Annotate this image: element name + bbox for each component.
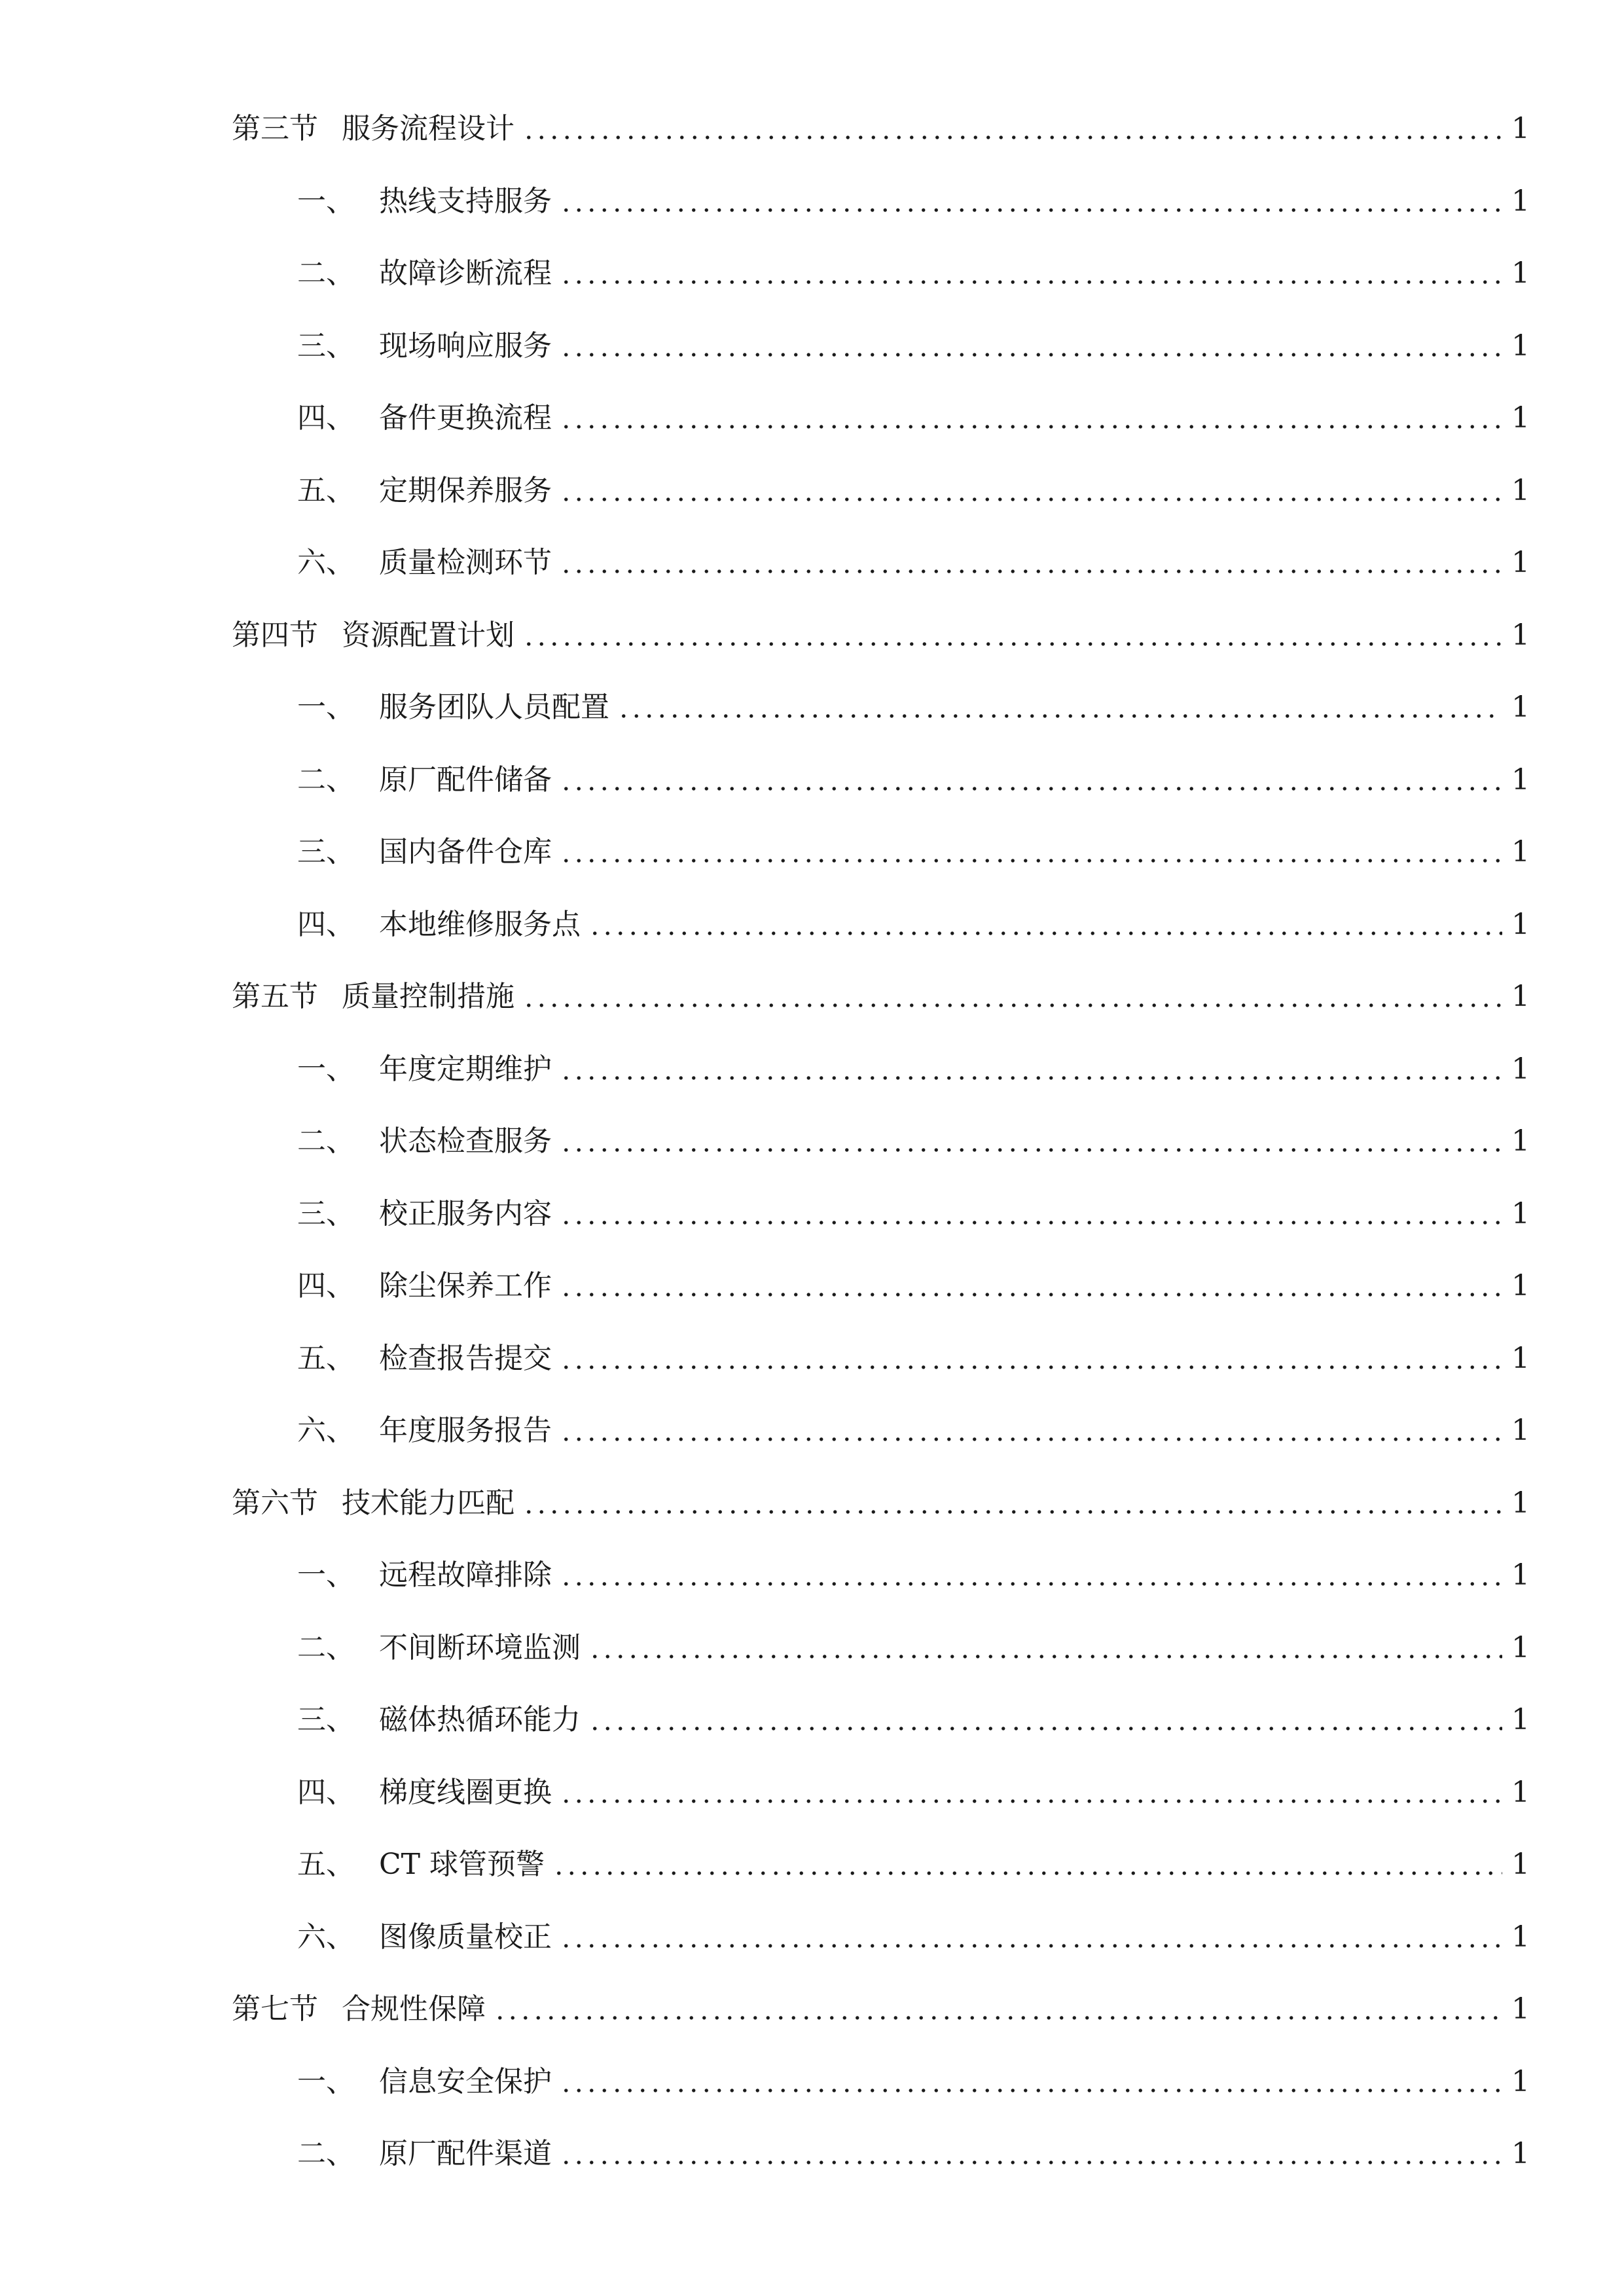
toc-entry-title: 梯度线圈更换 (379, 1775, 552, 1809)
toc-entry-title: 服务团队人员配置 (379, 691, 609, 725)
toc-entry-number: 四、 (297, 1775, 355, 1809)
toc-dot-leader (560, 1923, 1502, 1952)
toc-entry-number: 五、 (297, 1341, 355, 1375)
toc-entry-number: 四、 (297, 1269, 355, 1303)
toc-subsection-entry[interactable] (0, 1757, 1624, 1829)
toc-dot-leader (560, 1055, 1502, 1084)
toc-entry-title: 远程故障排除 (379, 1558, 552, 1592)
toc-dot-leader (560, 259, 1502, 288)
toc-entry-number: 二、 (297, 2137, 355, 2171)
toc-page-number: 1 (1511, 401, 1530, 435)
toc-page-number: 1 (1511, 1630, 1530, 1664)
toc-page-number: 1 (1511, 1848, 1530, 1882)
toc-dot-leader (552, 1850, 1502, 1879)
toc-subsection-entry[interactable] (0, 455, 1624, 528)
toc-page-number: 1 (1511, 1703, 1530, 1737)
toc-section-entry[interactable] (0, 961, 1624, 1033)
toc-subsection-entry[interactable] (0, 2046, 1624, 2119)
toc-dot-leader (560, 1272, 1502, 1300)
toc-entry-title: 年度定期维护 (379, 1052, 552, 1086)
table-of-contents (0, 93, 1624, 2191)
toc-subsection-entry[interactable] (0, 310, 1624, 383)
toc-subsection-entry[interactable] (0, 744, 1624, 817)
toc-entry-number: 二、 (297, 762, 355, 797)
toc-dot-leader (560, 1416, 1502, 1445)
toc-page-number: 1 (1511, 835, 1530, 869)
toc-entry-title: 除尘保养工作 (379, 1269, 552, 1303)
toc-entry-title: CT 球管预警 (379, 1848, 545, 1882)
toc-subsection-entry[interactable] (0, 2118, 1624, 2191)
toc-entry-title: 质量检测环节 (379, 546, 552, 580)
toc-dot-leader (522, 621, 1502, 650)
toc-page-number: 1 (1511, 1196, 1530, 1230)
toc-dot-leader (560, 1344, 1502, 1373)
toc-dot-leader (588, 1706, 1502, 1734)
toc-entry-number: 三、 (297, 1703, 355, 1737)
toc-entry-title: 年度服务报告 (379, 1414, 552, 1448)
toc-section-entry[interactable] (0, 1467, 1624, 1540)
toc-page-number: 1 (1511, 1558, 1530, 1592)
toc-dot-leader (560, 476, 1502, 505)
toc-entry-number: 三、 (297, 329, 355, 363)
toc-dot-leader (617, 693, 1502, 722)
toc-page-number: 1 (1511, 112, 1530, 146)
toc-subsection-entry[interactable] (0, 1033, 1624, 1106)
toc-entry-title: 原厂配件渠道 (379, 2137, 552, 2171)
toc-dot-leader (522, 115, 1502, 143)
toc-entry-number: 三、 (297, 1196, 355, 1230)
toc-entry-number: 一、 (297, 691, 355, 725)
toc-subsection-entry[interactable] (0, 1539, 1624, 1612)
toc-entry-number: 五、 (297, 1848, 355, 1882)
toc-entry-title: 定期保养服务 (379, 473, 552, 507)
toc-entry-number: 一、 (297, 1052, 355, 1086)
toc-dot-leader (560, 1778, 1502, 1807)
toc-entry-title: 本地维修服务点 (379, 907, 581, 941)
toc-subsection-entry[interactable] (0, 1178, 1624, 1251)
toc-dot-leader (560, 404, 1502, 433)
toc-entry-title: 不间断环境监测 (379, 1630, 581, 1664)
toc-page-number: 1 (1511, 2137, 1530, 2171)
toc-entry-title: 图像质量校正 (379, 1920, 552, 1954)
toc-dot-leader (588, 1634, 1502, 1662)
toc-entry-title: 合规性保障 (342, 1992, 486, 2026)
toc-page-number: 1 (1511, 2064, 1530, 2098)
toc-entry-number: 一、 (297, 2064, 355, 2098)
toc-page-number: 1 (1511, 1052, 1530, 1086)
toc-page-number: 1 (1511, 1124, 1530, 1158)
toc-dot-leader (560, 838, 1502, 867)
toc-dot-leader (560, 766, 1502, 795)
toc-entry-number: 二、 (297, 257, 355, 291)
toc-entry-title: 技术能力匹配 (342, 1486, 514, 1520)
toc-dot-leader (560, 2068, 1502, 2096)
toc-page-number: 1 (1511, 618, 1530, 652)
toc-subsection-entry[interactable] (0, 816, 1624, 889)
toc-subsection-entry[interactable] (0, 238, 1624, 310)
toc-entry-title: 质量控制措施 (342, 980, 514, 1014)
toc-page-number: 1 (1511, 473, 1530, 507)
toc-page-number: 1 (1511, 184, 1530, 218)
toc-subsection-entry[interactable] (0, 1901, 1624, 1974)
toc-subsection-entry[interactable] (0, 1250, 1624, 1323)
toc-entry-number: 四、 (297, 907, 355, 941)
toc-page-number: 1 (1511, 1920, 1530, 1954)
toc-dot-leader (560, 1127, 1502, 1156)
toc-entry-number: 一、 (297, 1558, 355, 1592)
toc-entry-title: 热线支持服务 (379, 184, 552, 218)
toc-entry-number: 一、 (297, 184, 355, 218)
toc-entry-title: 服务流程设计 (342, 112, 514, 146)
toc-page-number: 1 (1511, 762, 1530, 797)
toc-subsection-entry[interactable] (0, 1105, 1624, 1178)
toc-subsection-entry[interactable] (0, 1612, 1624, 1685)
toc-entry-title: 校正服务内容 (379, 1196, 552, 1230)
toc-subsection-entry[interactable] (0, 527, 1624, 600)
toc-page-number: 1 (1511, 691, 1530, 725)
toc-dot-leader (560, 1200, 1502, 1229)
toc-entry-title: 备件更换流程 (379, 401, 552, 435)
toc-entry-title: 检查报告提交 (379, 1341, 552, 1375)
toc-subsection-entry[interactable] (0, 1323, 1624, 1395)
toc-page-number: 1 (1511, 1269, 1530, 1303)
toc-entry-title: 磁体热循环能力 (379, 1703, 581, 1737)
toc-entry-number: 二、 (297, 1124, 355, 1158)
toc-page-number: 1 (1511, 257, 1530, 291)
toc-page-number: 1 (1511, 1414, 1530, 1448)
toc-entry-number: 六、 (297, 1920, 355, 1954)
toc-dot-leader (560, 548, 1502, 577)
toc-entry-number: 第七节 (232, 1992, 318, 2026)
toc-dot-leader (560, 332, 1502, 361)
toc-entry-title: 故障诊断流程 (379, 257, 552, 291)
toc-entry-number: 二、 (297, 1630, 355, 1664)
toc-dot-leader (560, 2140, 1502, 2168)
toc-page-number: 1 (1511, 1775, 1530, 1809)
toc-dot-leader (588, 910, 1502, 939)
toc-entry-title: 原厂配件储备 (379, 762, 552, 797)
toc-dot-leader (522, 982, 1502, 1011)
toc-dot-leader (494, 1995, 1502, 2024)
toc-entry-title: 状态检查服务 (379, 1124, 552, 1158)
toc-page-number: 1 (1511, 1486, 1530, 1520)
toc-section-entry[interactable] (0, 1973, 1624, 2046)
toc-section-entry[interactable] (0, 93, 1624, 166)
toc-dot-leader (522, 1489, 1502, 1518)
toc-entry-number: 第六节 (232, 1486, 318, 1520)
toc-entry-number: 五、 (297, 473, 355, 507)
toc-entry-number: 第四节 (232, 618, 318, 652)
toc-page-number: 1 (1511, 907, 1530, 941)
toc-entry-number: 第三节 (232, 112, 318, 146)
toc-entry-number: 三、 (297, 835, 355, 869)
toc-entry-number: 第五节 (232, 980, 318, 1014)
toc-section-entry[interactable] (0, 600, 1624, 672)
toc-subsection-entry[interactable] (0, 166, 1624, 238)
toc-entry-number: 六、 (297, 546, 355, 580)
toc-entry-title: 资源配置计划 (342, 618, 514, 652)
toc-subsection-entry[interactable] (0, 889, 1624, 961)
toc-page-number: 1 (1511, 980, 1530, 1014)
toc-dot-leader (560, 187, 1502, 216)
toc-entry-number: 四、 (297, 401, 355, 435)
toc-page-number: 1 (1511, 1992, 1530, 2026)
toc-entry-number: 六、 (297, 1414, 355, 1448)
toc-subsection-entry[interactable] (0, 1829, 1624, 1901)
toc-page-number: 1 (1511, 546, 1530, 580)
toc-subsection-entry[interactable] (0, 672, 1624, 744)
toc-page-number: 1 (1511, 1341, 1530, 1375)
toc-entry-title: 信息安全保护 (379, 2064, 552, 2098)
toc-subsection-entry[interactable] (0, 1395, 1624, 1467)
toc-subsection-entry[interactable] (0, 382, 1624, 455)
toc-dot-leader (560, 1561, 1502, 1590)
toc-page-number: 1 (1511, 329, 1530, 363)
toc-entry-title: 国内备件仓库 (379, 835, 552, 869)
toc-subsection-entry[interactable] (0, 1684, 1624, 1757)
toc-entry-title: 现场响应服务 (379, 329, 552, 363)
